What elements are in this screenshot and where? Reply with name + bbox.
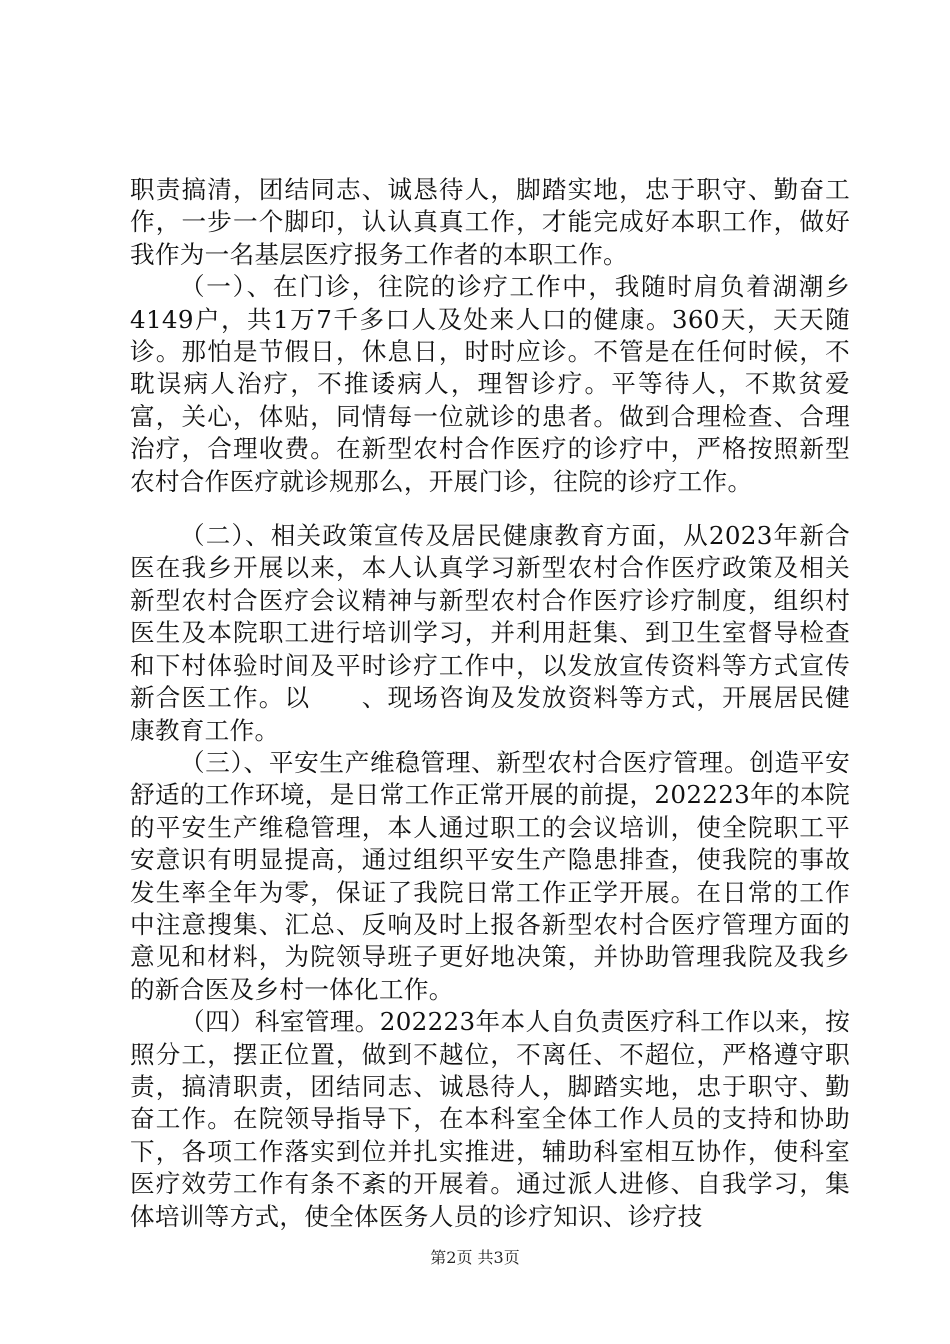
- paragraph-outpatient: （一）、在门诊，往院的诊疗工作中，我随时肩负着湖潮乡4149户，共1万7千多口人及处来人口的健康。360天，天天随诊。那怕是节假日，休息日，时时应诊。不管是在任何时候，不耽误病人治疗，不推诿病人，理智诊疗。平等待人，不欺贫爱富，关心，体贴，同情每一位就诊的患者。做到合理检查、合理治疗，合理收费。在新型农村合作医疗的诊疗中，严格按照新型农村合作医疗就诊规那么，开展门诊，往院的诊疗工作。: [130, 272, 850, 496]
- paragraph-department-management: （四）科室管理。202223年本人自负责医疗科工作以来，按照分工，摆正位置，做到不越位，不离任、不超位，严格遵守职责，搞清职责，团结同志、诚恳待人，脚踏实地，忠于职守、勤奋工作。在院领导指导下，在本科室全体工作人员的支持和协助下，各项工作落实到位并扎实推进，辅助科室相互协作，使科室医疗效劳工作有条不紊的开展着。通过派人进修、自我学习，集体培训等方式，使全体医务人员的诊疗知识、诊疗技: [130, 1007, 850, 1231]
- document-body: [130, 174, 850, 1233]
- paragraph-policy-education: （二）、相关政策宣传及居民健康教育方面，从2023年新合医在我乡开展以来，本人认真学习新型农村合作医疗政策及相关新型农村合医疗会议精神与新型农村合作医疗诊疗制度，组织村医生及本院职工进行培训学习，并利用赶集、到卫生室督导检查和下村体验时间及平时诊疗工作中，以发放宣传资料等方式宣传新合医工作。以 、现场咨询及发放资料等方式，开展居民健康教育工作。: [130, 521, 850, 745]
- page-number-footer: 第2页 共3页: [430, 1248, 520, 1267]
- paragraph-safety-management: （三）、平安生产维稳管理、新型农村合医疗管理。创造平安舒适的工作环境，是日常工作正常开展的前提，202223年的本院的平安生产维稳管理，本人通过职工的会议培训，使全院职工平安意识有明显提高，通过组织平安生产隐患排查，使我院的事故发生率全年为零，保证了我院日常工作正学开展。在日常的工作中注意搜集、汇总、反响及时上报各新型农村合医疗管理方面的意见和材料，为院领导班子更好地决策，并协助管理我院及我乡的新合医及乡村一体化工作。: [130, 747, 850, 1004]
- paragraph-continuation: 职责搞清，团结同志、诚恳待人，脚踏实地，忠于职守、勤奋工作，一步一个脚印，认认真真工作，才能完成好本职工作，做好我作为一名基层医疗报务工作者的本职工作。: [130, 175, 850, 269]
